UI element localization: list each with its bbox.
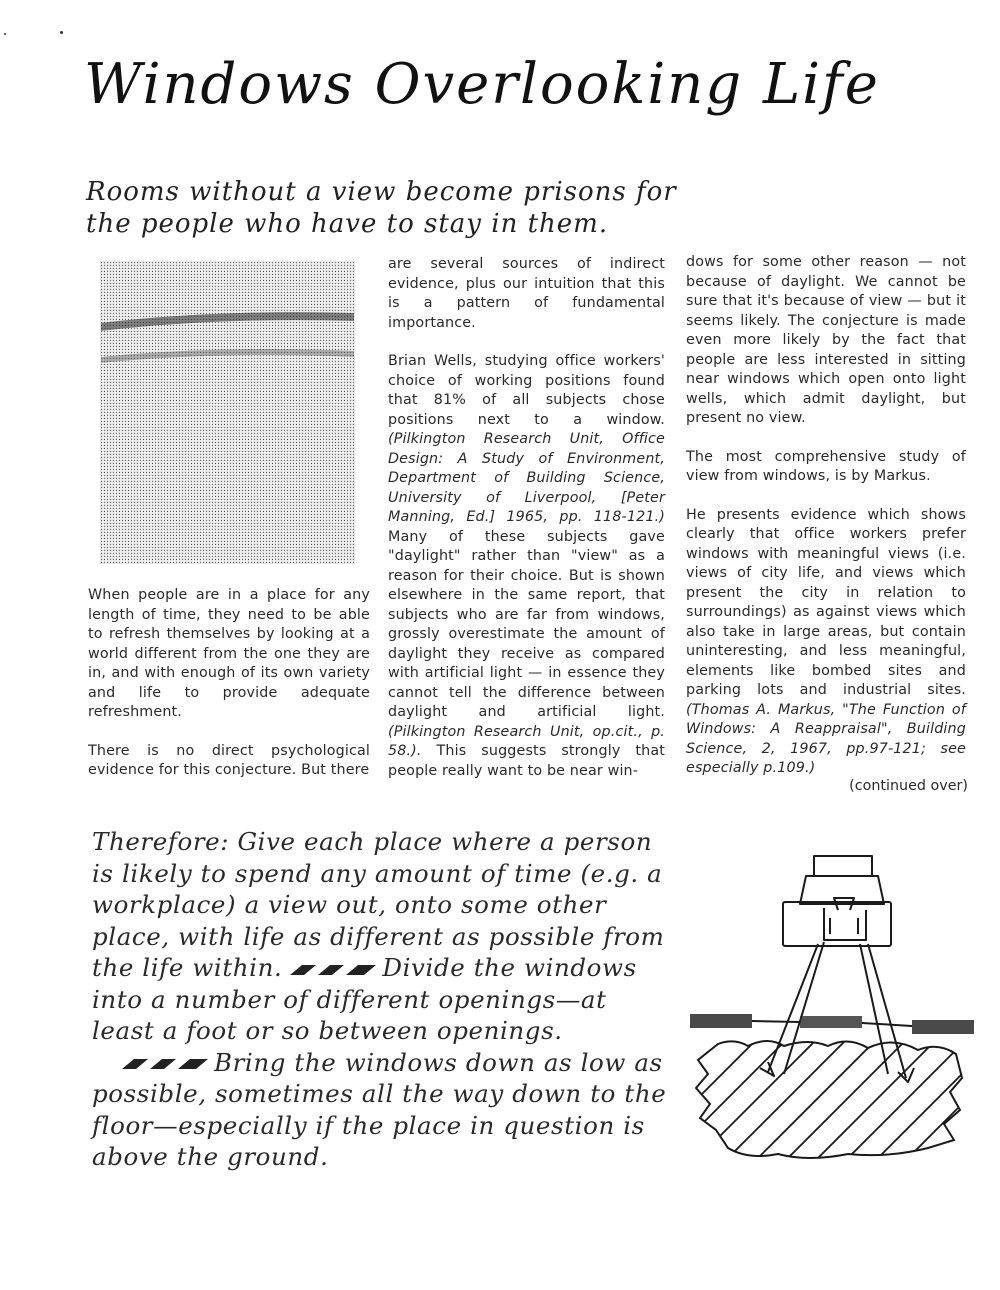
therefore-text-1: Therefore: Give each place where a person is likely to spend any amount of time (e.g. a workplace) a view out, onto some other place, with life as different as possible from the life within. [92,827,665,982]
three-arrow-marker-icon [118,1057,210,1071]
body-paragraph: When people are in a place for any length of time, they need to be able to refresh themselves by looking at a world different from the one they are in, and with enough of its own variety and life to provide adequate refreshment. [88,587,370,720]
body-text: He presents evidence which shows clearly that office workers prefer windows with meaningful views (i.e. views of city life, and views which present the city in relation to surroundings) as against views which also take in large areas, but contain uninteresting, and less meaningful, elements like bombed sites and parking lots and industrial sites. [686,506,966,698]
page-title: Windows Overlooking Life [84,52,880,117]
body-column-3 [686,253,966,798]
body-paragraph: dows for some other reason — not because of daylight. We cannot be sure that it's because of view — but it seems likely. The conjecture is made even more likely by the fact that people are less interested in sitting near windows which open onto light wells, which admit daylight, but present no view. [686,254,966,426]
continued-over-note: (continued over) [849,778,968,794]
body-paragraph-markus [686,506,966,779]
page-subtitle: Rooms without a view become prisons for the people who have to stay in them. [86,177,677,239]
body-paragraph: are several sources of indirect evidence, plus our intuition that this is a pattern of fundamental importance. [388,256,665,331]
aerial-photo-halftone-image [100,261,355,564]
body-column-2 [388,255,665,800]
citation-pilkington-opcit: (Pilkington Research Unit, op.cit., p. 58.). [388,723,665,759]
three-arrow-marker-icon [286,963,378,977]
therefore-paragraph [92,1047,672,1173]
body-text: This suggests strongly that people really want to be near win- [388,743,666,779]
body-text: Brian Wells, studying office workers' choice of working positions found that 81% of all subjects chose positions next to a window. [388,353,665,428]
therefore-paragraph [92,826,672,1047]
therefore-statement [92,826,672,1173]
therefore-text-2: Divide the windows into a number of different openings—at least a foot or so between openings. [92,953,637,1045]
paper-speck [4,33,6,35]
therefore-text-3: Bring the windows down as low as possible, sometimes all the way down to the floor—especially if the place in question is above the ground. [92,1047,667,1171]
body-paragraph-wells [388,352,665,781]
paper-speck [60,31,63,34]
citation-markus: (Thomas A. Markus, "The Function of Windows: A Reappraisal", Building Science, 2, 1967, pp.97-121; see especially p.109.) [686,701,966,776]
body-paragraph: The most comprehensive study of view from windows, is by Markus. [686,448,966,484]
citation-pilkington: (Pilkington Research Unit, Office Design: A Study of Environment, Department of Building Science, University of Liverpool, [Peter Manning, Ed.] 1965, pp. 118-121.) [388,431,665,525]
body-text: Many of these subjects gave "daylight" rather than "view" as a reason for their choice. But is shown elsewhere in the same report, that subjects who are far from windows, grossly overestimate the amount of daylight they receive as compared with artificial light — in essence they cannot tell the difference between daylight and artificial light. [388,528,665,720]
body-column-1 [88,586,370,800]
person-at-window-diagram [688,848,976,1170]
body-paragraph: There is no direct psychological evidence for this conjecture. But there [88,742,370,778]
